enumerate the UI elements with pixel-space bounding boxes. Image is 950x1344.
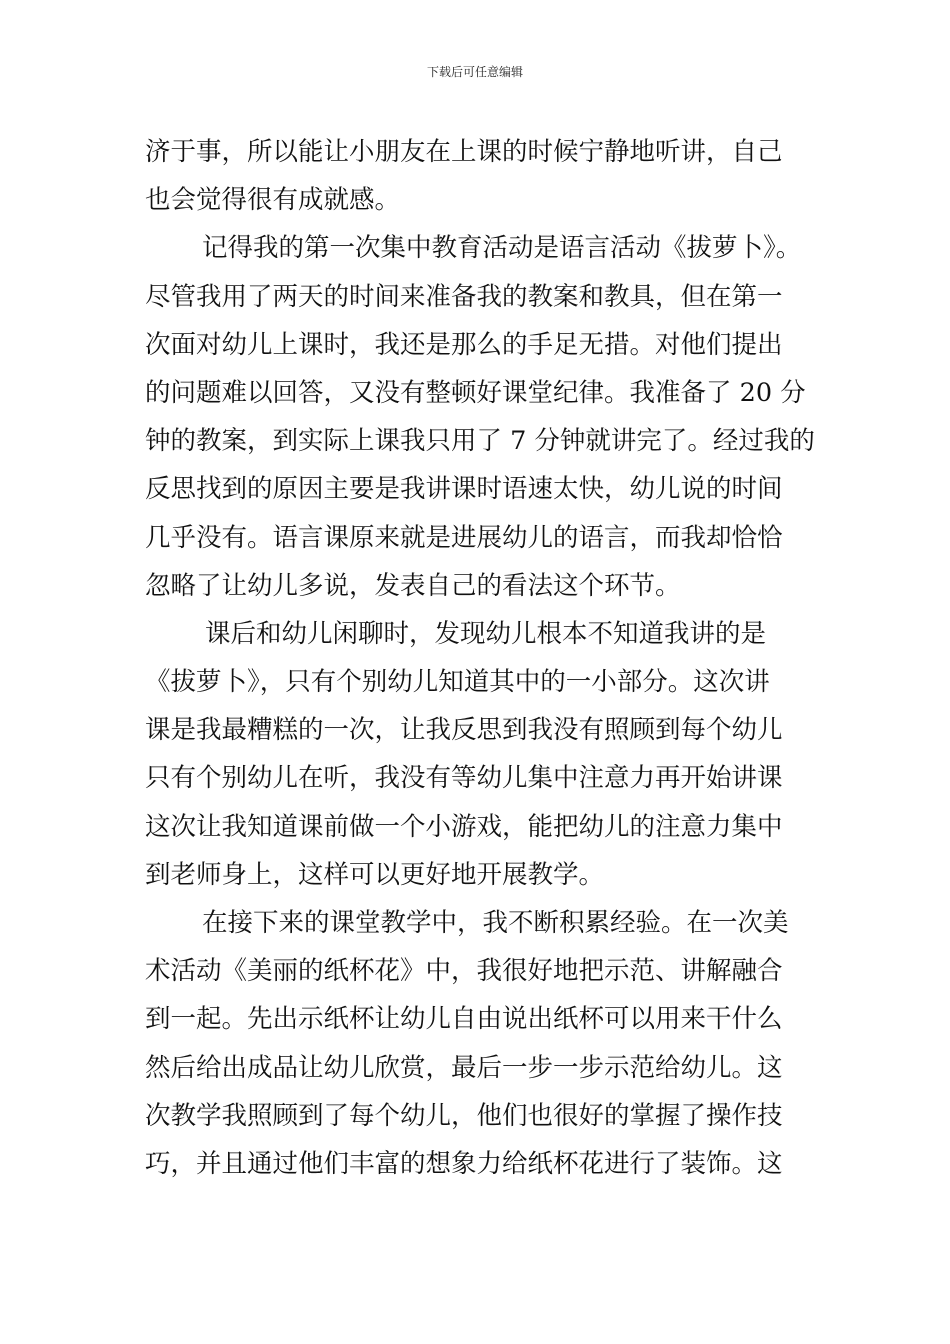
text-line: 巧，并且通过他们丰富的想象力给纸杯花进行了装饰。这 — [145, 1148, 783, 1179]
text-line: 课是我最糟糕的一次，让我反思到我没有照顾到每个幼儿 — [145, 715, 783, 746]
text-line: 尽管我用了两天的时间来准备我的教案和教具，但在第一 — [145, 281, 783, 312]
text-line: 次教学我照顾到了每个幼儿，他们也很好的掌握了操作技 — [145, 1100, 783, 1131]
text-line: 次面对幼儿上课时，我还是那么的手足无措。对他们提出 — [145, 329, 783, 360]
page-header: 下载后可任意编辑 — [426, 65, 523, 79]
text-line: 这次让我知道课前做一个小游戏，能把幼儿的注意力集中 — [145, 811, 783, 842]
text-line: 《拔萝卜》，只有个别幼儿知道其中的一小部分。这次讲 — [145, 667, 770, 698]
paragraph-start-line: 在接下来的课堂教学中，我不断积累经验。在一次美 — [202, 908, 789, 938]
paragraph-start-line: 课后和幼儿闲聊时，发现幼儿根本不知道我讲的是 — [205, 618, 767, 649]
text-line: 忽略了让幼儿多说，发表自己的看法这个环节。 — [145, 570, 681, 601]
text-line: 然后给出成品让幼儿欣赏，最后一步一步示范给幼儿。这 — [145, 1052, 783, 1083]
text-line: 几乎没有。语言课原来就是进展幼儿的语言，而我却恰恰 — [145, 522, 783, 553]
paragraph-start-line: 记得我的第一次集中教育活动是语言活动《拔萝卜》。 — [202, 233, 802, 264]
text-line: 只有个别幼儿在听，我没有等幼儿集中注意力再开始讲课 — [145, 763, 783, 794]
text-line: 到老师身上，这样可以更好地开展教学。 — [145, 859, 605, 890]
text-line: 济于事，所以能让小朋友在上课的时候宁静地听讲，自己 — [145, 137, 783, 167]
text-line: 也会觉得很有成就感。 — [145, 185, 401, 216]
body-text — [145, 128, 825, 1188]
text-line: 反思找到的原因主要是我讲课时语速太快，幼儿说的时间 — [145, 474, 783, 505]
text-line: 的问题难以回答，又没有整顿好课堂纪律。我准备了 20 分 — [145, 377, 806, 408]
text-line: 到一起。先出示纸杯让幼儿自由说出纸杯可以用来干什么 — [145, 1004, 783, 1035]
text-line: 术活动《美丽的纸杯花》中，我很好地把示范、讲解融合 — [145, 956, 783, 987]
text-line: 钟的教案，到实际上课我只用了 7 分钟就讲完了。经过我的 — [145, 426, 815, 457]
